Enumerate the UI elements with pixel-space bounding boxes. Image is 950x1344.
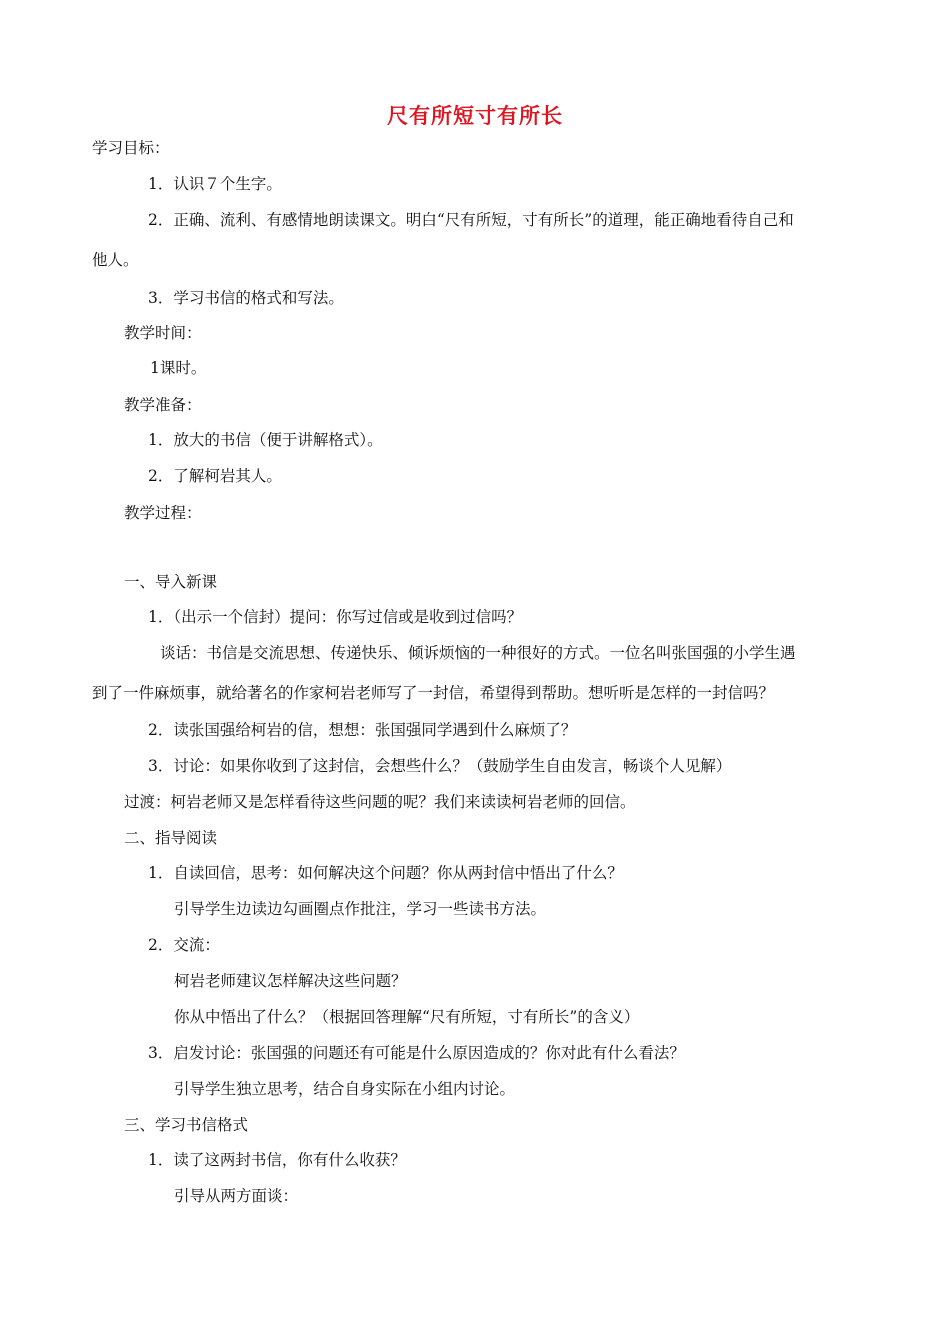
step-paragraph: 谈话：书信是交流思想、传递快乐、倾诉烦恼的一种很好的方式。一位名叫张国强的小学生遇 — [160, 644, 796, 662]
preparation-item: 1．放大的书信（便于讲解格式）。 — [148, 431, 383, 449]
part-heading: 三、学习书信格式 — [124, 1116, 249, 1134]
step-item: 2．读张国强给柯岩的信，想想：张国强同学遇到什么麻烦了？ — [148, 721, 577, 739]
transition-text: 过渡：柯岩老师又是怎样看待这些问题的呢？我们来读读柯岩老师的回信。 — [124, 793, 636, 811]
section-heading-time: 教学时间： — [124, 324, 202, 342]
section-heading-process: 教学过程： — [124, 504, 202, 522]
step-detail: 柯岩老师建议怎样解决这些问题？ — [174, 972, 407, 990]
part-heading: 二、指导阅读 — [124, 829, 218, 847]
step-detail: 引导学生独立思考，结合自身实际在小组内讨论。 — [174, 1080, 516, 1098]
step-item: 2．交流： — [148, 936, 220, 954]
objective-item: 2．正确、流利、有感情地朗读课文。明白“尺有所短，寸有所长”的道理，能正确地看待自己和 — [148, 211, 794, 229]
preparation-item: 2．了解柯岩其人。 — [148, 467, 282, 485]
step-item: 3．启发讨论：张国强的问题还有可能是什么原因造成的？你对此有什么看法？ — [148, 1044, 685, 1062]
step-detail: 引导从两方面谈： — [174, 1187, 299, 1205]
objective-item: 1．认识７个生字。 — [148, 175, 282, 193]
step-item: 1．（出示一个信封）提问：你写过信或是收到过信吗？ — [148, 608, 523, 626]
step-detail: 你从中悟出了什么？（根据回答理解“尺有所短，寸有所长”的含义） — [174, 1008, 640, 1026]
step-paragraph-continued: 到了一件麻烦事，就给著名的作家柯岩老师写了一封信，希望得到帮助。想听听是怎样的一封信吗？ — [92, 684, 775, 702]
step-detail: 引导学生边读边勾画圈点作批注，学习一些读书方法。 — [174, 900, 547, 918]
objective-item: 3．学习书信的格式和写法。 — [148, 289, 344, 307]
document-title: 尺有所短寸有所长 — [387, 103, 563, 128]
section-heading-objectives: 学习目标： — [92, 139, 170, 157]
step-item: 1．读了这两封书信，你有什么收获？ — [148, 1151, 406, 1169]
step-item: 3．讨论：如果你收到了这封信，会想些什么？（鼓励学生自由发言，畅谈个人见解） — [148, 757, 732, 775]
objective-item-continued: 他人。 — [92, 251, 139, 269]
time-value: 1课时。 — [150, 359, 207, 377]
section-heading-preparation: 教学准备： — [124, 396, 202, 414]
part-heading: 一、导入新课 — [124, 573, 218, 591]
step-item: 1．自读回信，思考：如何解决这个问题？你从两封信中悟出了什么？ — [148, 864, 623, 882]
